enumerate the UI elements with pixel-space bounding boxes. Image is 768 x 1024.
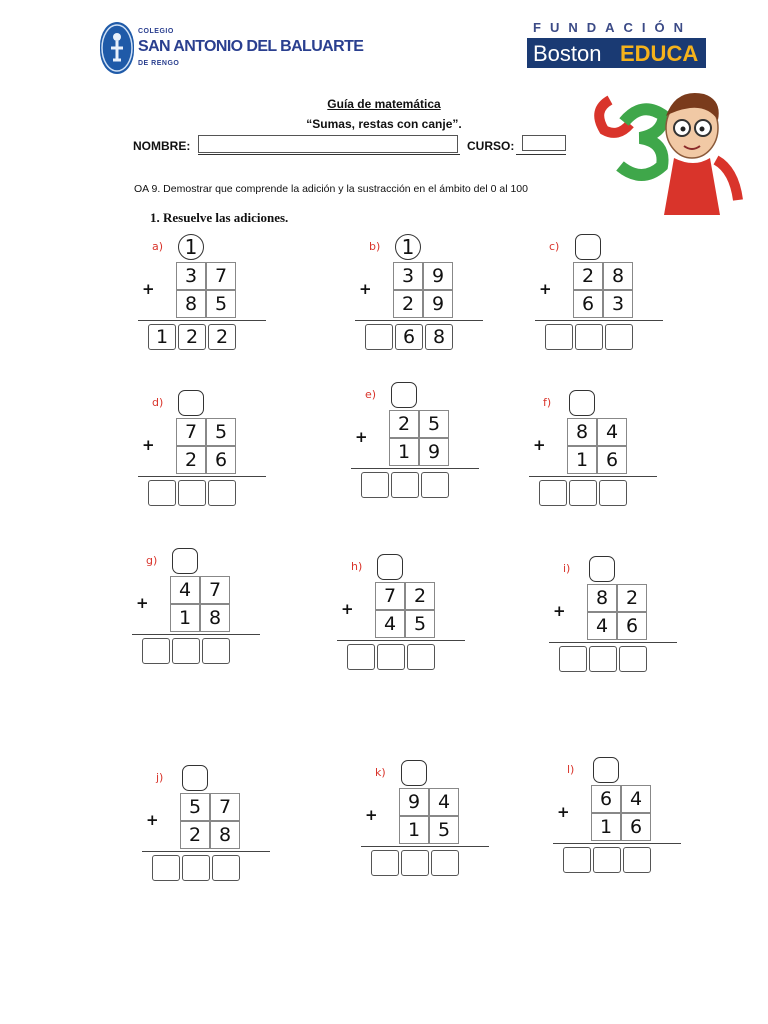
exercise-h bbox=[335, 552, 465, 672]
exercise-label: k) bbox=[375, 766, 386, 779]
carry-box[interactable]: 1 bbox=[395, 234, 421, 260]
sum-line bbox=[337, 640, 465, 641]
exercise-k bbox=[359, 758, 489, 878]
digit-cell: 6 bbox=[617, 612, 647, 640]
exercise-label: b) bbox=[369, 240, 381, 253]
answer-box[interactable] bbox=[182, 855, 210, 881]
plus-sign: + bbox=[142, 436, 155, 454]
sum-line bbox=[142, 851, 270, 852]
exercise-label: a) bbox=[152, 240, 164, 253]
foundation-brand-boston: Boston bbox=[533, 41, 602, 66]
digit-cell: 7 bbox=[375, 582, 405, 610]
plus-sign: + bbox=[359, 280, 372, 298]
answer-box[interactable] bbox=[361, 472, 389, 498]
curso-underline bbox=[516, 154, 566, 155]
plus-sign: + bbox=[557, 803, 570, 821]
digit-cell: 2 bbox=[389, 410, 419, 438]
digit-cell: 5 bbox=[405, 610, 435, 638]
answer-box[interactable] bbox=[623, 847, 651, 873]
foundation-brand-educa: EDUCA bbox=[620, 41, 699, 66]
sum-line bbox=[553, 843, 681, 844]
carry-box[interactable] bbox=[377, 554, 403, 580]
answer-box[interactable] bbox=[152, 855, 180, 881]
plus-sign: + bbox=[365, 806, 378, 824]
exercise-label: i) bbox=[563, 562, 571, 575]
school-logo bbox=[100, 22, 364, 78]
answer-box[interactable] bbox=[605, 324, 633, 350]
answer-box[interactable] bbox=[391, 472, 419, 498]
exercise-label: c) bbox=[549, 240, 560, 253]
exercise-j bbox=[140, 763, 270, 883]
digit-cell: 6 bbox=[597, 446, 627, 474]
digit-cell: 5 bbox=[180, 793, 210, 821]
digit-cell: 8 bbox=[210, 821, 240, 849]
answer-box[interactable]: 6 bbox=[395, 324, 423, 350]
plus-sign: + bbox=[533, 436, 546, 454]
digit-cell: 4 bbox=[587, 612, 617, 640]
digit-cell: 4 bbox=[597, 418, 627, 446]
digit-cell: 6 bbox=[206, 446, 236, 474]
carry-box[interactable] bbox=[575, 234, 601, 260]
digit-cell: 8 bbox=[176, 290, 206, 318]
exercise-label: g) bbox=[146, 554, 158, 567]
digit-cell: 7 bbox=[206, 262, 236, 290]
sum-line bbox=[535, 320, 663, 321]
answer-box[interactable] bbox=[142, 638, 170, 664]
carry-box[interactable] bbox=[178, 390, 204, 416]
school-bottom-text: DE RENGO bbox=[138, 60, 180, 67]
exercise-label: h) bbox=[351, 560, 363, 573]
digit-cell: 3 bbox=[393, 262, 423, 290]
plus-sign: + bbox=[341, 600, 354, 618]
digit-cell: 7 bbox=[210, 793, 240, 821]
digit-cell: 2 bbox=[180, 821, 210, 849]
sum-line bbox=[529, 476, 657, 477]
answer-box[interactable] bbox=[407, 644, 435, 670]
answer-box[interactable] bbox=[365, 324, 393, 350]
answer-box[interactable] bbox=[377, 644, 405, 670]
answer-box[interactable] bbox=[431, 850, 459, 876]
digit-cell: 8 bbox=[200, 604, 230, 632]
carry-box[interactable] bbox=[569, 390, 595, 416]
plus-sign: + bbox=[142, 280, 155, 298]
answer-box[interactable] bbox=[202, 638, 230, 664]
exercise-e bbox=[349, 380, 479, 500]
foundation-word: FUNDACIÓN bbox=[533, 20, 692, 35]
digit-cell: 1 bbox=[567, 446, 597, 474]
sum-line bbox=[138, 320, 266, 321]
exercise-label: l) bbox=[567, 763, 575, 776]
digit-cell: 7 bbox=[176, 418, 206, 446]
answer-box[interactable] bbox=[599, 480, 627, 506]
nombre-label: NOMBRE: bbox=[133, 139, 191, 153]
exercise-label: d) bbox=[152, 396, 164, 409]
digit-cell: 4 bbox=[621, 785, 651, 813]
instruction-heading: 1. Resuelve las adiciones. bbox=[150, 210, 289, 225]
school-top-text: COLEGIO bbox=[138, 28, 174, 35]
digit-cell: 8 bbox=[567, 418, 597, 446]
answer-box[interactable] bbox=[172, 638, 200, 664]
answer-box[interactable] bbox=[421, 472, 449, 498]
digit-cell: 1 bbox=[591, 813, 621, 841]
answer-box[interactable] bbox=[545, 324, 573, 350]
exercise-label: e) bbox=[365, 388, 377, 401]
plus-sign: + bbox=[146, 811, 159, 829]
curso-field[interactable] bbox=[522, 135, 566, 151]
sum-line bbox=[361, 846, 489, 847]
answer-box[interactable] bbox=[347, 644, 375, 670]
carry-box[interactable] bbox=[172, 548, 198, 574]
digit-cell: 3 bbox=[176, 262, 206, 290]
answer-box[interactable] bbox=[212, 855, 240, 881]
carry-box[interactable] bbox=[182, 765, 208, 791]
answer-box[interactable] bbox=[148, 480, 176, 506]
digit-cell: 1 bbox=[170, 604, 200, 632]
answer-box[interactable] bbox=[371, 850, 399, 876]
digit-cell: 6 bbox=[621, 813, 651, 841]
exercise-f bbox=[527, 388, 657, 508]
answer-box[interactable] bbox=[178, 480, 206, 506]
digit-cell: 6 bbox=[573, 290, 603, 318]
answer-box[interactable] bbox=[539, 480, 567, 506]
digit-cell: 4 bbox=[375, 610, 405, 638]
carry-box[interactable] bbox=[401, 760, 427, 786]
exercise-l bbox=[551, 755, 681, 875]
digit-cell: 5 bbox=[419, 410, 449, 438]
school-name: SAN ANTONIO DEL BALUARTE bbox=[138, 38, 364, 55]
plus-sign: + bbox=[355, 428, 368, 446]
digit-cell: 8 bbox=[587, 584, 617, 612]
exercise-b bbox=[353, 232, 483, 352]
sum-line bbox=[355, 320, 483, 321]
plus-sign: + bbox=[539, 280, 552, 298]
exercise-g bbox=[130, 546, 260, 666]
answer-box[interactable] bbox=[575, 324, 603, 350]
digit-cell: 6 bbox=[591, 785, 621, 813]
sum-line bbox=[351, 468, 479, 469]
curso-label: CURSO: bbox=[467, 139, 515, 153]
answer-box[interactable] bbox=[559, 646, 587, 672]
answer-box[interactable] bbox=[563, 847, 591, 873]
sum-line bbox=[138, 476, 266, 477]
answer-box[interactable]: 2 bbox=[208, 324, 236, 350]
digit-cell: 2 bbox=[176, 446, 206, 474]
exercise-d bbox=[136, 388, 266, 508]
digit-cell: 9 bbox=[419, 438, 449, 466]
nombre-field[interactable] bbox=[198, 135, 458, 153]
digit-cell: 8 bbox=[603, 262, 633, 290]
digit-cell: 3 bbox=[603, 290, 633, 318]
carry-box[interactable] bbox=[391, 382, 417, 408]
answer-box[interactable] bbox=[619, 646, 647, 672]
digit-cell: 4 bbox=[170, 576, 200, 604]
exercise-label: f) bbox=[543, 396, 552, 409]
digit-cell: 5 bbox=[429, 816, 459, 844]
digit-cell: 7 bbox=[200, 576, 230, 604]
digit-cell: 1 bbox=[399, 816, 429, 844]
school-crest-icon bbox=[100, 22, 134, 74]
carry-box[interactable]: 1 bbox=[178, 234, 204, 260]
foundation-logo bbox=[527, 20, 707, 70]
digit-cell: 4 bbox=[429, 788, 459, 816]
learning-objective: OA 9. Demostrar que comprende la adición y la sustracción en el ámbito del 0 al 100 bbox=[134, 183, 528, 195]
answer-box[interactable]: 8 bbox=[425, 324, 453, 350]
digit-cell: 9 bbox=[399, 788, 429, 816]
answer-box[interactable] bbox=[593, 847, 621, 873]
answer-box[interactable] bbox=[208, 480, 236, 506]
exercise-i bbox=[547, 554, 677, 674]
answer-box[interactable]: 2 bbox=[178, 324, 206, 350]
sum-line bbox=[132, 634, 260, 635]
digit-cell: 2 bbox=[617, 584, 647, 612]
digit-cell: 1 bbox=[389, 438, 419, 466]
answer-box[interactable] bbox=[569, 480, 597, 506]
plus-sign: + bbox=[553, 602, 566, 620]
answer-box[interactable]: 1 bbox=[148, 324, 176, 350]
plus-sign: + bbox=[136, 594, 149, 612]
answer-box[interactable] bbox=[589, 646, 617, 672]
digit-cell: 5 bbox=[206, 418, 236, 446]
digit-cell: 2 bbox=[393, 290, 423, 318]
digit-cell: 9 bbox=[423, 262, 453, 290]
exercise-label: j) bbox=[156, 771, 164, 784]
digit-cell: 2 bbox=[405, 582, 435, 610]
exercise-c bbox=[533, 232, 663, 352]
digit-cell: 5 bbox=[206, 290, 236, 318]
digit-cell: 2 bbox=[573, 262, 603, 290]
worksheet-subtitle: “Sumas, restas con canje”. bbox=[306, 117, 462, 131]
answer-box[interactable] bbox=[401, 850, 429, 876]
exercise-a bbox=[136, 232, 266, 352]
sum-line bbox=[549, 642, 677, 643]
nombre-underline bbox=[198, 154, 460, 155]
carry-box[interactable] bbox=[589, 556, 615, 582]
worksheet-title: Guía de matemática bbox=[327, 97, 441, 111]
digit-cell: 9 bbox=[423, 290, 453, 318]
carry-box[interactable] bbox=[593, 757, 619, 783]
